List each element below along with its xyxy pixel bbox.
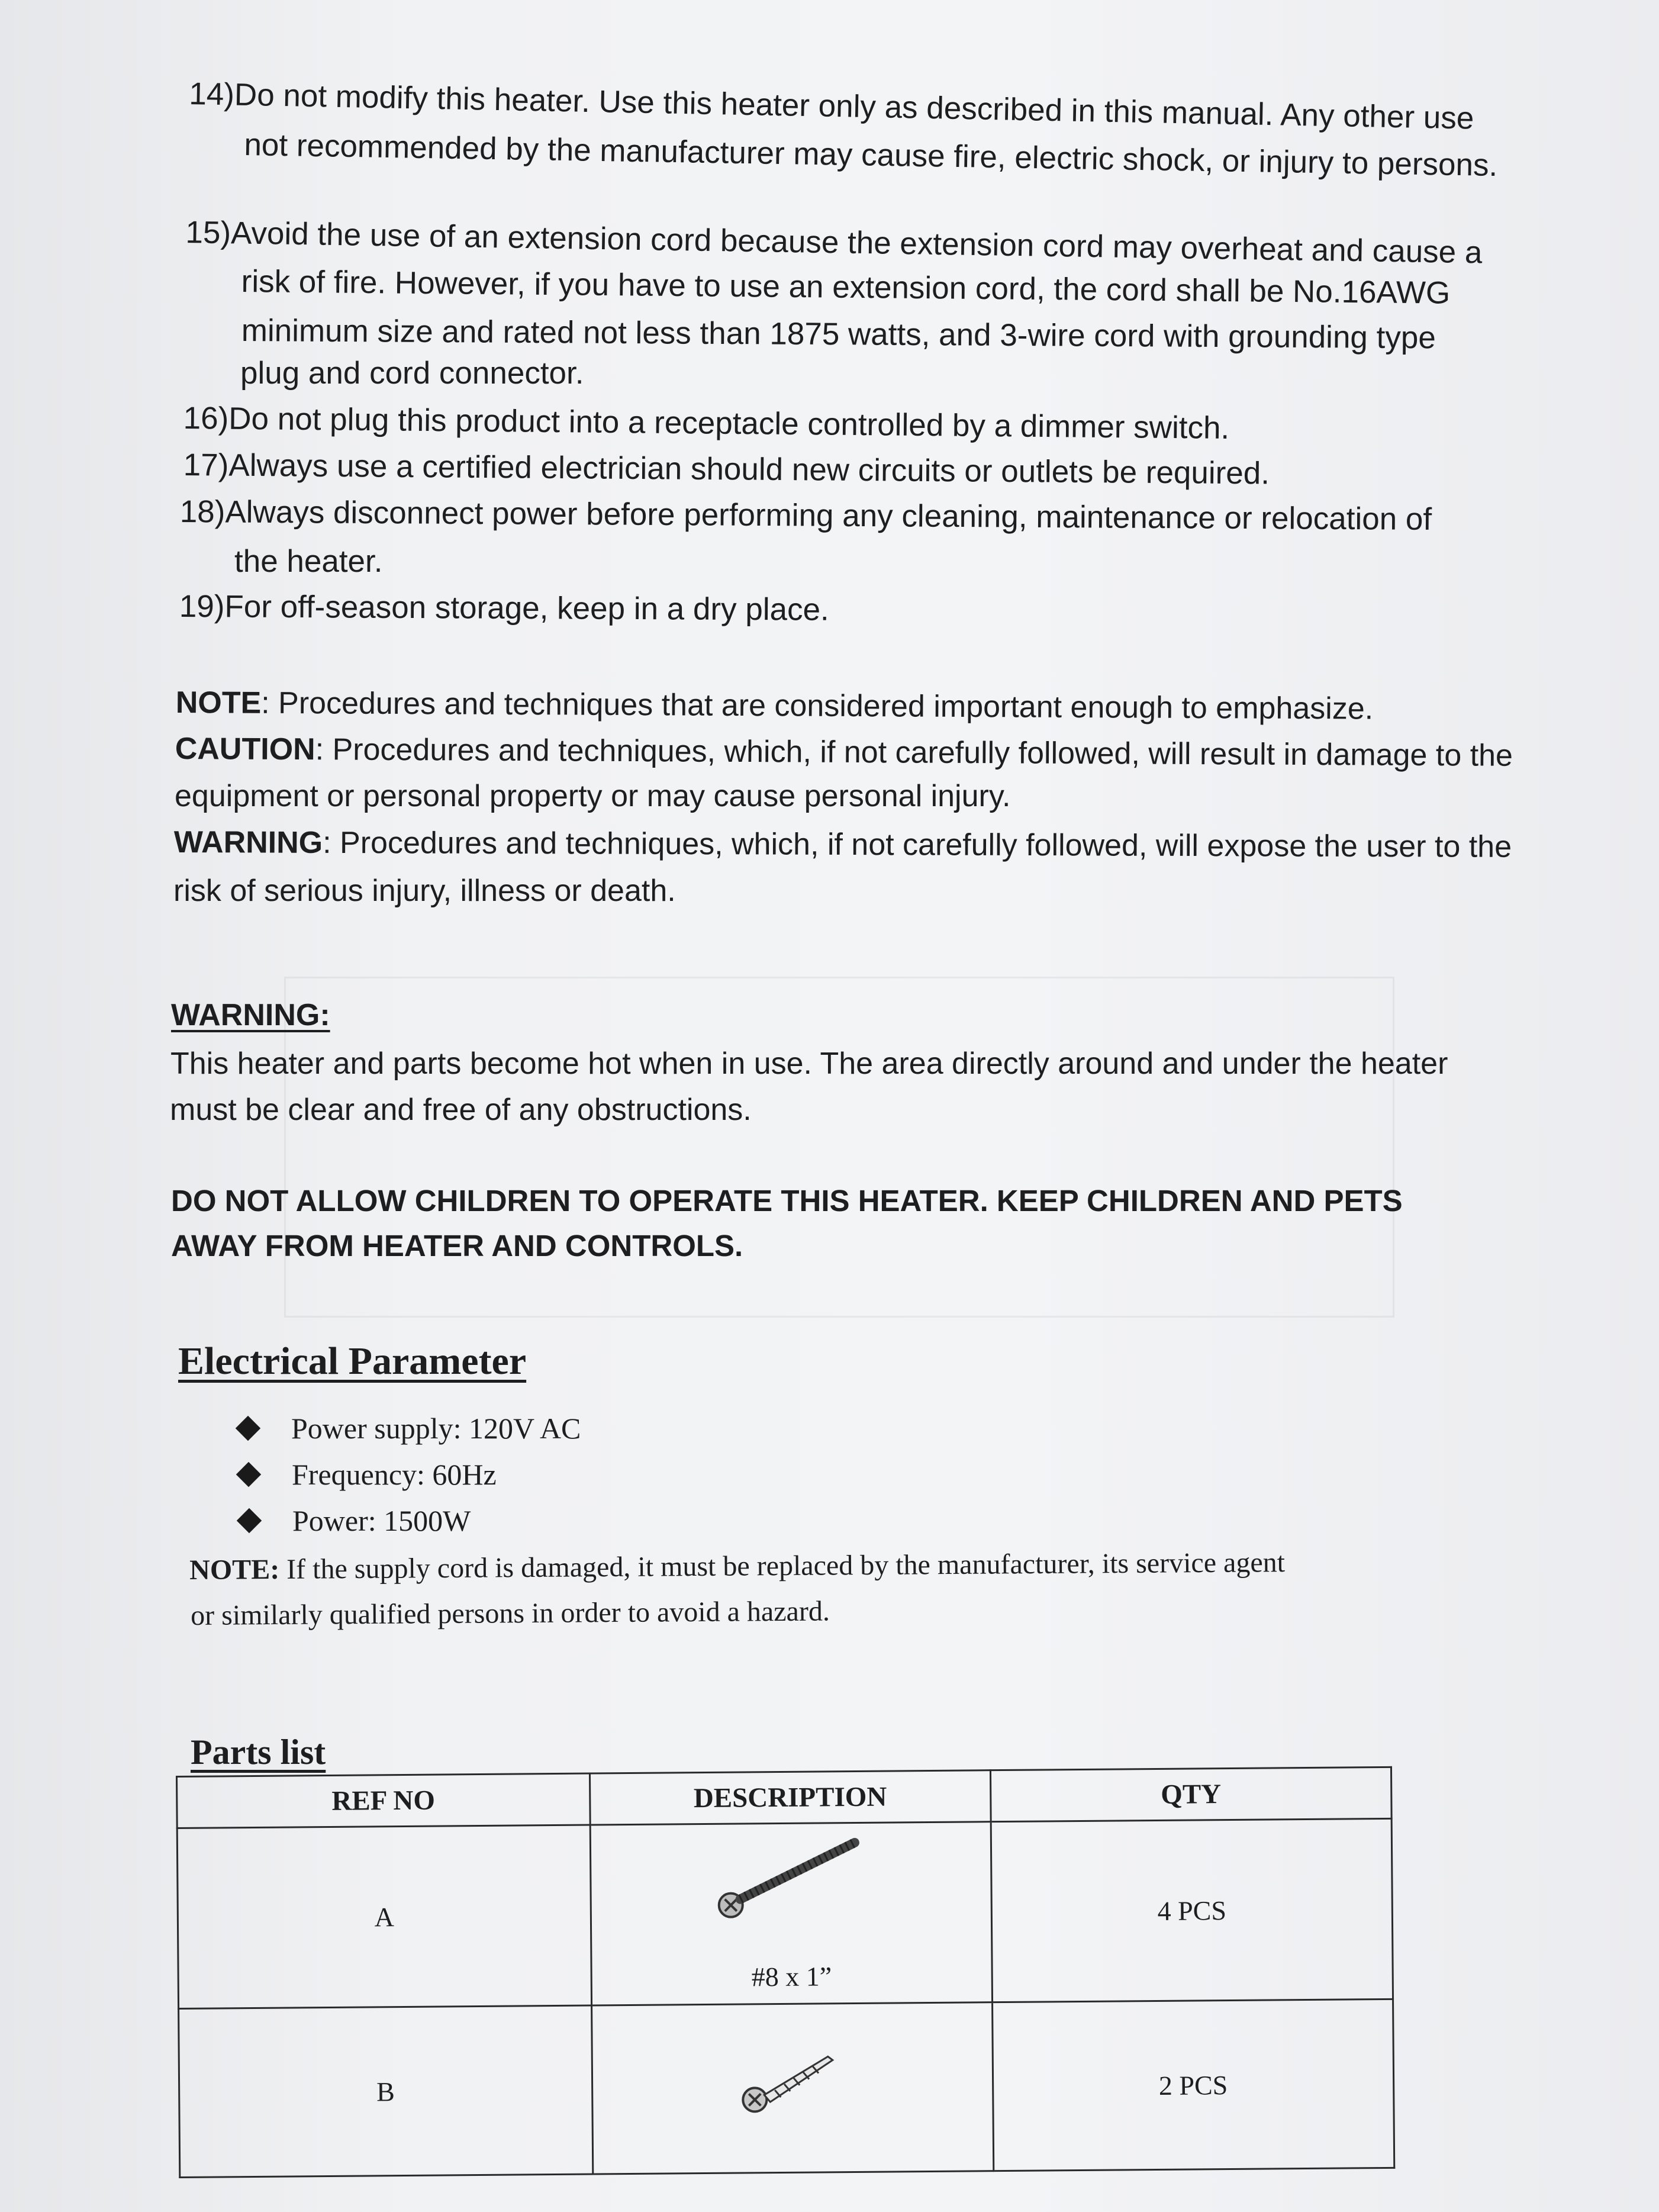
qty-cell: 4 PCS: [991, 1818, 1393, 2002]
item-number: 18): [179, 494, 226, 530]
parts-table: [176, 1766, 1395, 2178]
list-item: [179, 588, 829, 628]
item-text: Always use a certified electrician should new circuits or outlets be required.: [228, 447, 1270, 491]
note-definition: [176, 680, 1374, 732]
list-item: [185, 214, 1483, 271]
electrical-heading: Electrical Parameter: [178, 1340, 527, 1383]
list-item: [180, 494, 1432, 537]
item-text: For off-season storage, keep in a dry place.: [224, 589, 829, 627]
table-row: [179, 1999, 1394, 2177]
electrical-note-label: NOTE:: [189, 1553, 280, 1586]
bullet-text: Power: 1500W: [292, 1504, 471, 1537]
list-item: [183, 447, 1270, 491]
ref-cell: A: [177, 1825, 591, 2008]
item-number: 16): [183, 400, 229, 436]
electrical-note-cont: or similarly qualified persons in order to avoid a hazard.: [191, 1595, 830, 1631]
list-item: [189, 76, 1474, 137]
short-screw-icon: [739, 2040, 846, 2117]
caution-definition-cont: equipment or personal property or may cause personal injury.: [175, 779, 1011, 813]
list-item-cont: risk of fire. However, if you have to use an extension cord, the cord shall be No.16AWG: [241, 263, 1451, 311]
table-header-row: [177, 1767, 1392, 1828]
item-number: 19): [179, 589, 225, 624]
bullet-item: [240, 1457, 497, 1492]
list-item-cont: the heater.: [234, 544, 383, 579]
screw-size-label: #8 x 1”: [751, 1961, 832, 1992]
caution-text: : Procedures and techniques, which, if not carefully followed, will result in damage to the: [315, 732, 1513, 773]
bullet-item: [239, 1411, 581, 1445]
column-header-qty: QTY: [990, 1767, 1391, 1821]
item-number: 14): [188, 76, 235, 112]
ref-cell: B: [179, 2005, 593, 2177]
children-warning: DO NOT ALLOW CHILDREN TO OPERATE THIS HEATER. KEEP CHILDREN AND PETS: [171, 1184, 1403, 1218]
diamond-bullet-icon: [236, 1461, 261, 1486]
diamond-bullet-icon: [236, 1415, 260, 1440]
warning-line: This heater and parts become hot when in use. The area directly around and under the heater: [170, 1047, 1448, 1081]
item-number: 15): [185, 214, 231, 251]
note-text: : Procedures and techniques that are considered important enough to emphasize.: [261, 685, 1374, 726]
table-row: [177, 1818, 1393, 2008]
bullet-item: [240, 1503, 471, 1538]
item-text: Do not plug this product into a receptacle controlled by a dimmer switch.: [228, 401, 1230, 446]
item-text: Do not modify this heater. Use this heater only as described in this manual. Any other use: [234, 77, 1474, 136]
electrical-note-text: If the supply cord is damaged, it must be replaced by the manufacturer, its service agent: [279, 1547, 1286, 1585]
item-number: 17): [183, 447, 229, 483]
caution-label: CAUTION: [175, 731, 315, 767]
warning-definition: [174, 819, 1512, 870]
list-item-cont: not recommended by the manufacturer may cause fire, electric shock, or injury to persons.: [244, 127, 1498, 183]
bullet-text: Frequency: 60Hz: [292, 1458, 497, 1491]
warning-text: : Procedures and techniques, which, if not carefully followed, will expose the user to the: [323, 825, 1512, 864]
warning-heading: WARNING:: [171, 998, 330, 1032]
item-text: Always disconnect power before performing any cleaning, maintenance or relocation of: [225, 494, 1432, 537]
list-item: [183, 400, 1229, 446]
warning-definition-cont: risk of serious injury, illness or death.: [173, 874, 676, 908]
parts-heading: Parts list: [191, 1733, 326, 1772]
diamond-bullet-icon: [237, 1508, 262, 1532]
list-item-cont: minimum size and rated not less than 1875 watts, and 3-wire cord with grounding type: [241, 313, 1436, 356]
qty-cell: 2 PCS: [992, 1999, 1394, 2171]
column-header-description: DESCRIPTION: [589, 1770, 991, 1825]
long-screw-icon: [714, 1832, 868, 1922]
note-label: NOTE: [175, 685, 262, 720]
bullet-text: Power supply: 120V AC: [291, 1412, 581, 1445]
warning-label: WARNING: [173, 825, 323, 860]
column-header-ref: REF NO: [177, 1773, 590, 1828]
warning-line: must be clear and free of any obstructions.: [170, 1093, 752, 1127]
list-item-cont: plug and cord connector.: [240, 356, 584, 391]
electrical-note: [189, 1546, 1285, 1586]
children-warning-cont: AWAY FROM HEATER AND CONTROLS.: [171, 1229, 743, 1263]
description-cell: [591, 2002, 993, 2174]
caution-definition: [175, 726, 1513, 779]
description-cell: [590, 1822, 993, 2005]
item-text: Avoid the use of an extension cord because the extension cord may overheat and cause a: [230, 215, 1483, 271]
